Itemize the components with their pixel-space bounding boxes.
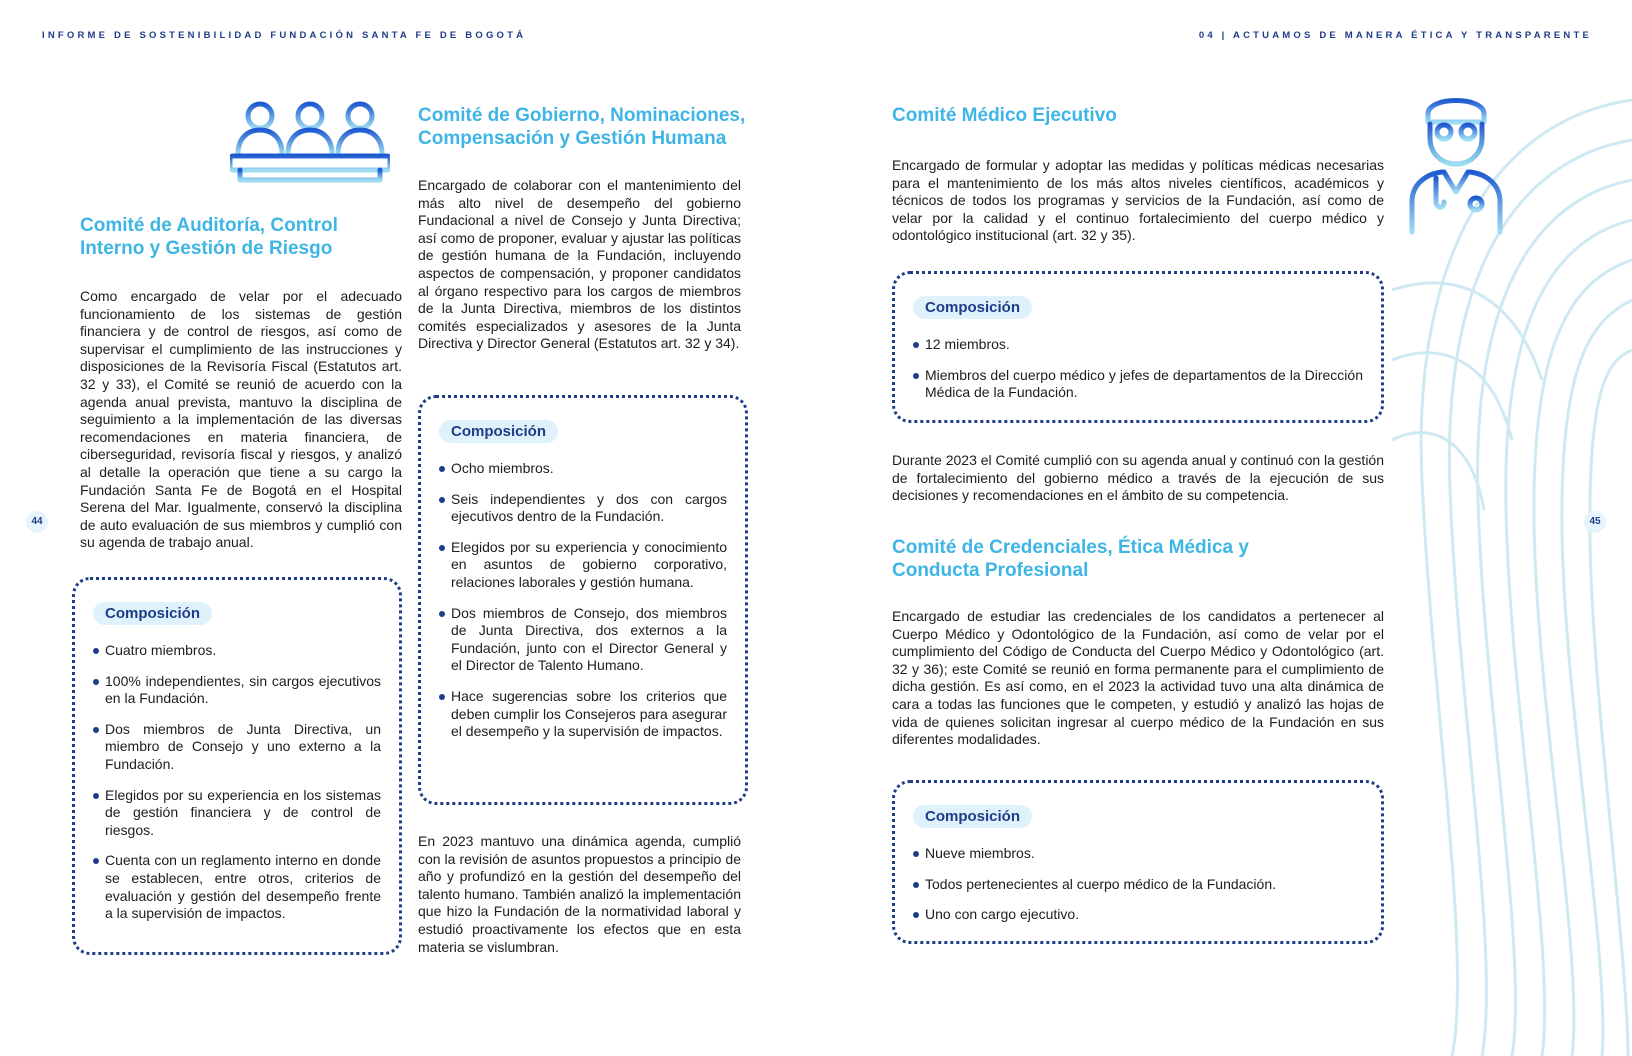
list-item: Cuenta con un reglamento interno en donde se establecen, entre otros, criterios de evaluación y gestión del desempeño frente a la supervisión de impactos. <box>93 852 381 922</box>
medico-composition-box <box>892 271 1384 423</box>
list-item: Uno con cargo ejecutivo. <box>913 906 1363 924</box>
list-item: Hace sugerencias sobre los criterios que deben cumplir los Consejeros para asegurar el desempeño y la supervisión de impactos. <box>439 688 727 741</box>
page-number-right: 45 <box>1584 511 1606 533</box>
credenciales-composition-box <box>892 780 1384 944</box>
list-item: Nueve miembros. <box>913 845 1363 863</box>
medico-closing: Durante 2023 el Comité cumplió con su agenda anual y continuó con la gestión de fortalecimiento del gobierno médico a través de la ejecución de sus decisiones y recomendaciones en el ámbito de su competencia. <box>892 452 1384 504</box>
list-item: Ocho miembros. <box>439 460 727 478</box>
composition-label: Composición <box>913 805 1032 828</box>
auditoria-title-line2: Interno y Gestión de Riesgo <box>80 238 333 259</box>
credenciales-title <box>892 536 1372 582</box>
gobierno-composition-box <box>418 395 748 805</box>
list-item: Miembros del cuerpo médico y jefes de departamentos de la Dirección Médica de la Fundación. <box>913 367 1363 402</box>
medico-title: Comité Médico Ejecutivo <box>892 105 1117 126</box>
list-item: Elegidos por su experiencia en los sistemas de gestión financiera y de control de riesgos. <box>93 787 381 840</box>
auditoria-composition-list <box>93 642 381 923</box>
list-item: Todos pertenecientes al cuerpo médico de la Fundación. <box>913 876 1363 894</box>
composition-label: Composición <box>439 420 558 443</box>
list-item: Cuatro miembros. <box>93 642 381 660</box>
auditoria-title <box>80 214 400 260</box>
medico-composition-list <box>913 336 1363 402</box>
list-item: 100% independientes, sin cargos ejecutivos en la Fundación. <box>93 673 381 708</box>
list-item: Elegidos por su experiencia y conocimiento en asuntos de gobierno corporativo, relaciones laborales y gestión humana. <box>439 539 727 592</box>
page-number-left: 44 <box>26 511 48 533</box>
list-item: Dos miembros de Junta Directiva, un miembro de Consejo y uno externo a la Fundación. <box>93 721 381 774</box>
running-header-left: INFORME DE SOSTENIBILIDAD FUNDACIÓN SANTA FE DE BOGOTÁ <box>42 30 527 41</box>
credenciales-title-line2: Conducta Profesional <box>892 560 1089 581</box>
auditoria-body: Como encargado de velar por el adecuado funcionamiento de los sistemas de gestión financiera y de control de riesgos, así como de supervisar el cumplimiento de las instrucciones y disposiciones de la Revisoría Fiscal (Estatutos art. 32 y 33), el Comité se reunió de acuerdo con la agenda anual prevista, mantuvo la disciplina de seguimiento a la implementación de las diversas recomendaciones en materia financiera, de ciberseguridad, revisoría fiscal y riesgos, y analizó al detalle la operación que tiene a su cargo la Fundación Santa Fe de Bogotá en el Hospital Serena del Mar. Igualmente, conservó la disciplina de auto evaluación de sus miembros y cumplió con su agenda de trabajo anual. <box>80 288 402 551</box>
gobierno-closing: En 2023 mantuvo una dinámica agenda, cumplió con la revisión de asuntos propuestos a principio de año y profundizó en la gestión del desempeño del talento humano. También analizó la implementación que hizo la Fundación de la normatividad laboral y estudió proactivamente los efectos que en esta materia se vislumbran. <box>418 833 741 955</box>
credenciales-body: Encargado de estudiar las credenciales de los candidatos a pertenecer al Cuerpo Médico y Odontológico de la Fundación, así como de velar por el cumplimiento del Código de Conducta del Cuerpo Médico y Odontológico (art. 32 y 36); este Comité se reunió en forma permanente para el cumplimiento de dicha gestión. Es así como, en el 2023 la actividad tuvo una alta dinámica de cara a todas las funciones que le competen, y estudió y analizó las hojas de vida de quienes solicitan ingresar al cuerpo médico de la Fundación en sus diferentes modalidades. <box>892 608 1384 748</box>
gobierno-title-line1: Comité de Gobierno, Nominaciones, <box>418 105 746 126</box>
auditoria-composition-box <box>72 577 402 955</box>
doctor-icon <box>1406 92 1506 240</box>
running-header-right: 04 | ACTUAMOS DE MANERA ÉTICA Y TRANSPARENTE <box>1198 30 1592 41</box>
gobierno-title <box>418 104 758 150</box>
list-item: Seis independientes y dos con cargos ejecutivos dentro de la Fundación. <box>439 491 727 526</box>
composition-label: Composición <box>913 296 1032 319</box>
list-item: 12 miembros. <box>913 336 1363 354</box>
gobierno-composition-list <box>439 460 727 741</box>
gobierno-title-line2: Compensación y Gestión Humana <box>418 128 727 149</box>
credenciales-composition-list <box>913 845 1363 924</box>
credenciales-title-line1: Comité de Credenciales, Ética Médica y <box>892 537 1249 558</box>
medico-body: Encargado de formular y adoptar las medidas y políticas médicas necesarias para el mantenimiento de los más altos niveles científicos, académicos y técnicos de todos los programas y servicios de la Fundación, así como de velar por la calidad y el continuo fortalecimiento del cuerpo médico y odontológico institucional (art. 32 y 35). <box>892 157 1384 244</box>
auditoria-title-line1: Comité de Auditoría, Control <box>80 215 338 236</box>
composition-label: Composición <box>93 602 212 625</box>
list-item: Dos miembros de Consejo, dos miembros de Junta Directiva, dos externos a la Fundación, junto con el Director General y el Director de Talento Humano. <box>439 605 727 675</box>
gobierno-body: Encargado de colaborar con el mantenimiento del más alto nivel de desempeño del gobierno Fundacional a nivel de Consejo y Junta Directiva; así como de proponer, evaluar y ajustar las políticas de gestión humana de la Fundación, incluyendo aspectos de compensación, y proponer candidatos al órgano respectivo para los cargos de miembros de la Junta Directiva, miembros de los distintos comités especializados y asesores de la Junta Directiva y Director General (Estatutos art. 32 y 34). <box>418 177 741 352</box>
